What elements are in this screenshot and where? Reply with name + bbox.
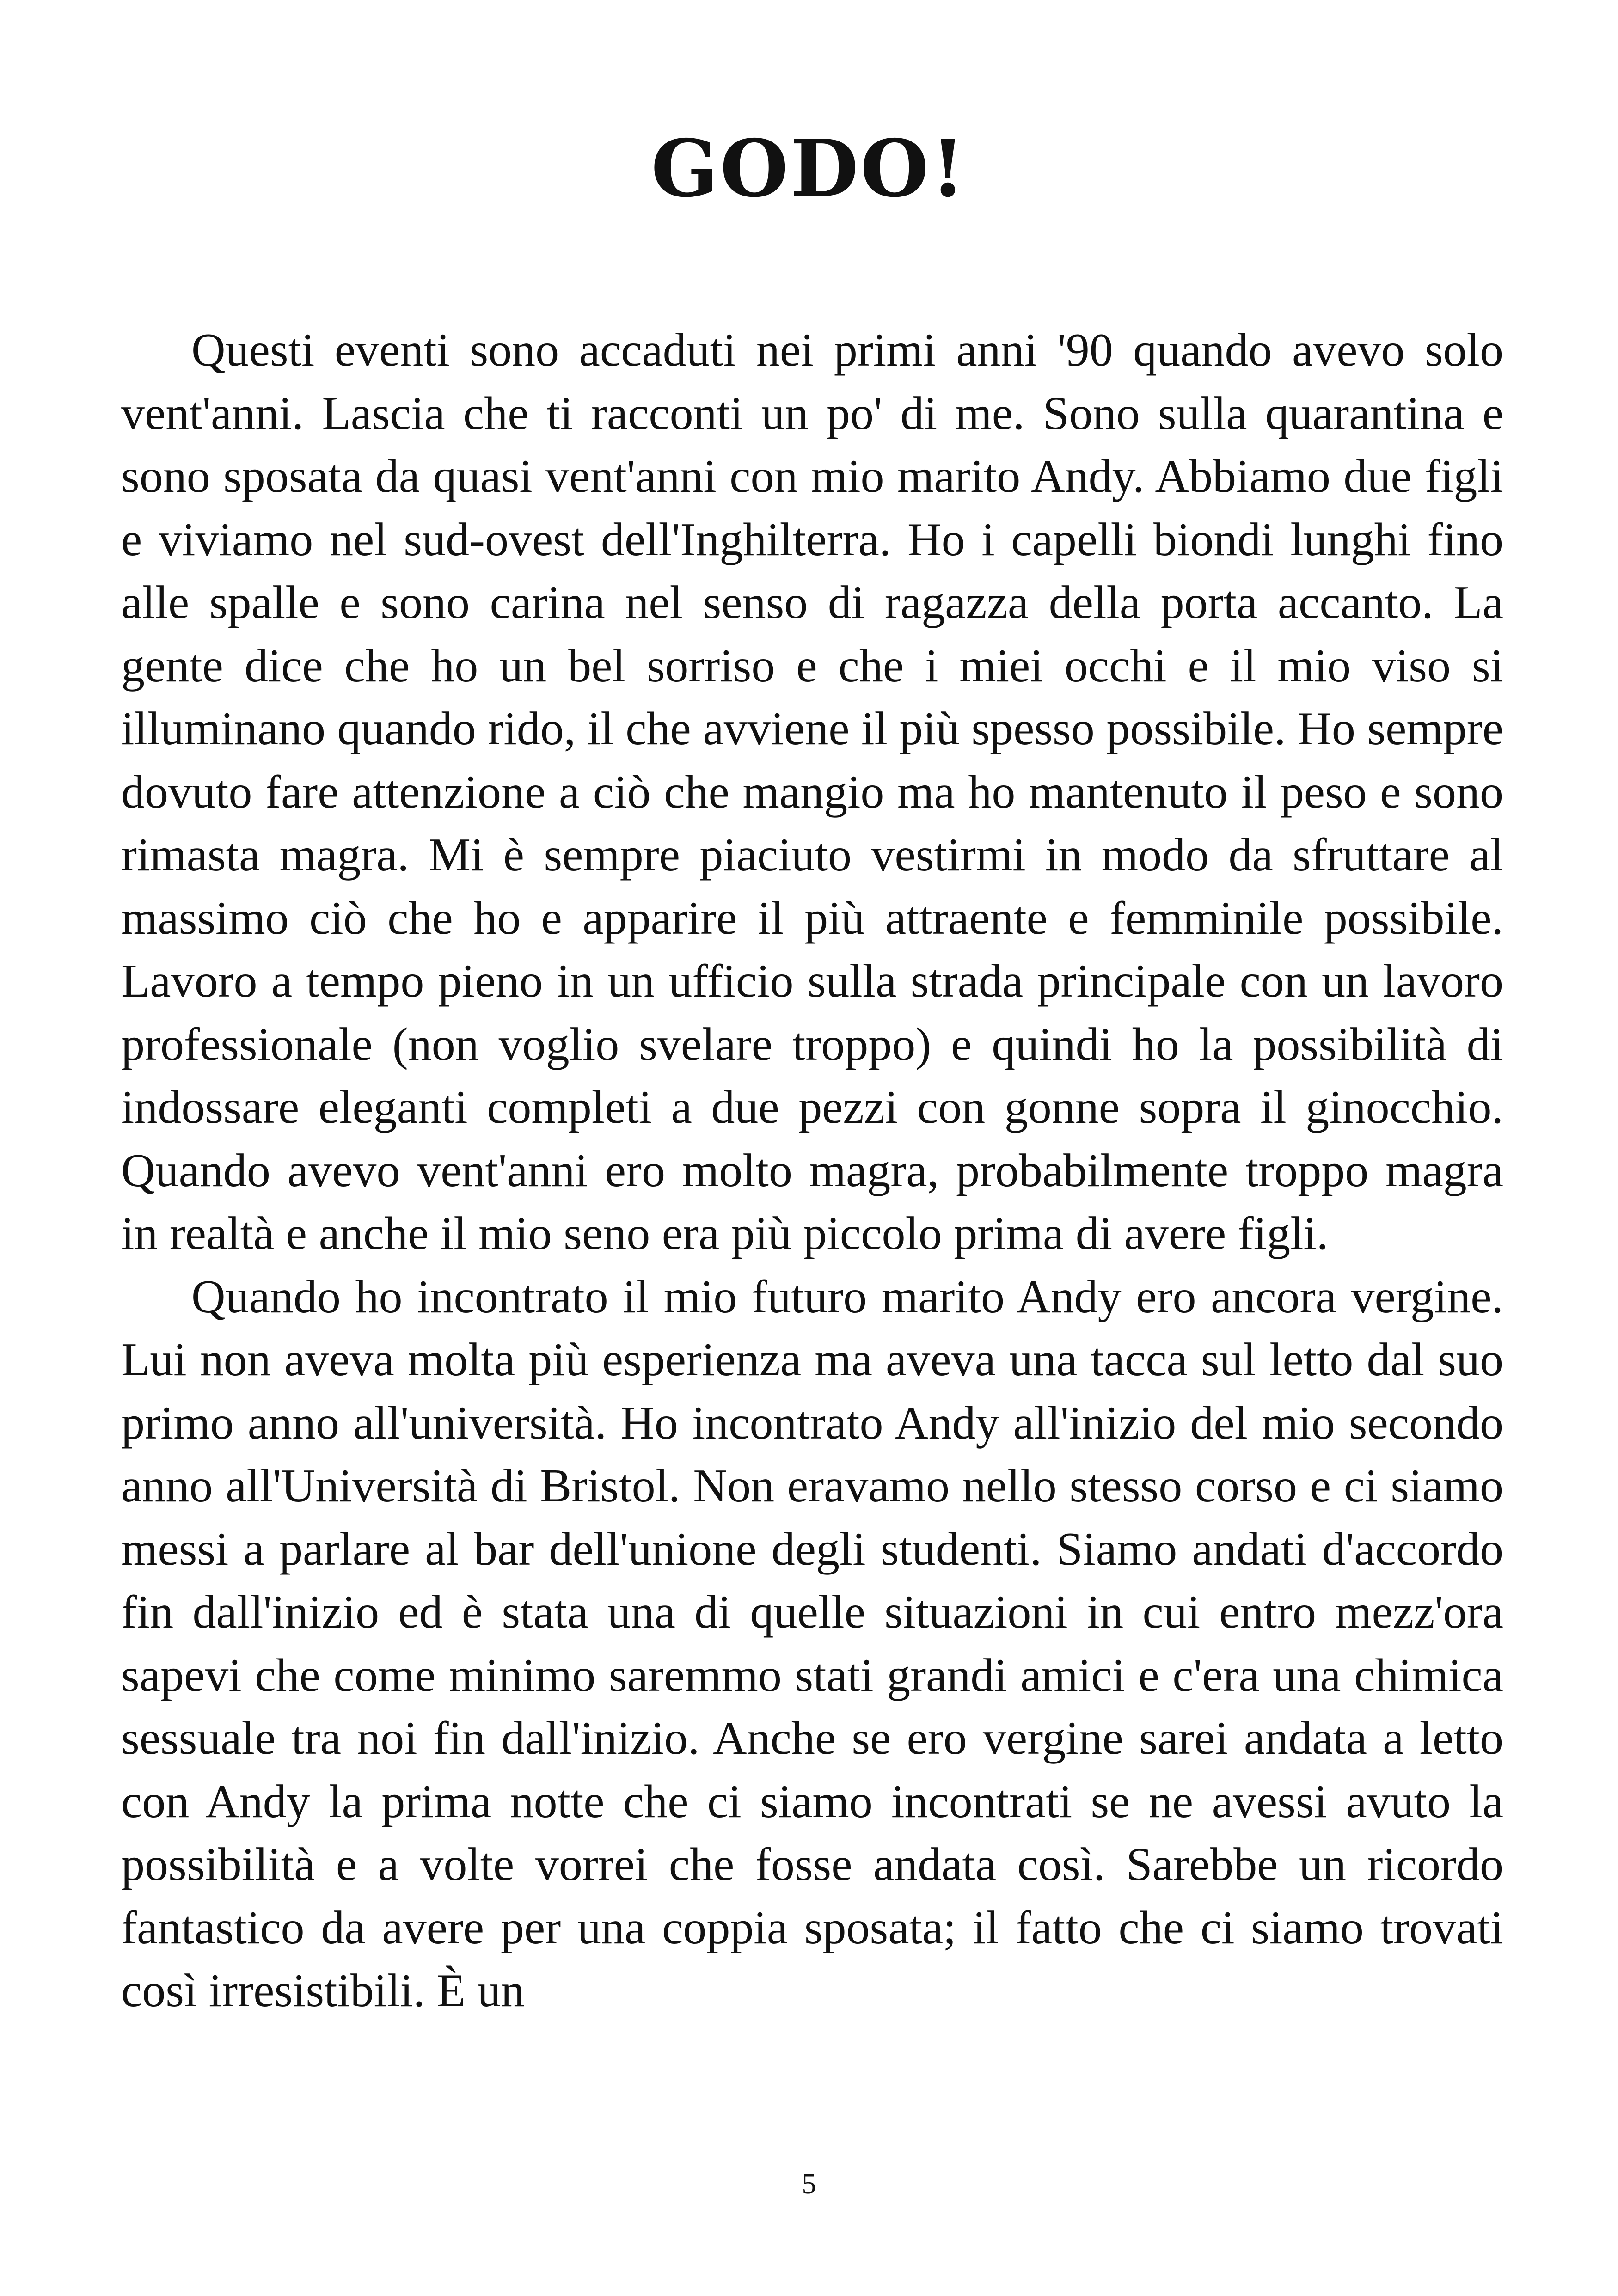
paragraph: Questi eventi sono accaduti nei primi anni '90 quando avevo solo vent'anni. Lascia che ti racconti un po' di me. Sono sulla quarantina e sono sposata da quasi vent'anni con mio marito Andy. Abbiamo due figli e viviamo nel sud-ovest dell'Inghilterra. Ho i capelli biondi lunghi fino alle spalle e sono carina nel senso di ragazza della porta accanto. La gente dice che ho un bel sorriso e che i miei occhi e il mio viso si illuminano quando rido, il che avviene il più spesso possibile. Ho sempre dovuto fare attenzione a ciò che mangio ma ho mantenuto il peso e sono rimasta magra. Mi è sempre piaciuto vestirmi in modo da sfruttare al massimo ciò che ho e apparire il più attraente e femminile possibile. Lavoro a tempo pieno in un ufficio sulla strada principale con un lavoro professionale (non voglio svelare troppo) e quindi ho la possibilità di indossare eleganti completi a due pezzi con gonne sopra il ginocchio. Quando avevo vent'anni ero molto magra, probabilmente troppo magra in realtà e anche il mio seno era più piccolo prima di avere figli. [121, 324, 1503, 1260]
chapter-title: GODO! [651, 122, 967, 215]
chapter-body [121, 319, 1503, 2023]
paragraph: Quando ho incontrato il mio futuro marito Andy ero ancora vergine. Lui non aveva molta più esperienza ma aveva una tacca sul letto dal suo primo anno all'università. Ho incontrato Andy all'inizio del mio secondo anno all'Università di Bristol. Non eravamo nello stesso corso e ci siamo messi a parlare al bar dell'unione degli studenti. Siamo andati d'accordo fin dall'inizio ed è stata una di quelle situazioni in cui entro mezz'ora sapevi che come minimo saremmo stati grandi amici e c'era una chimica sessuale tra noi fin dall'inizio. Anche se ero vergine sarei andata a letto con Andy la prima notte che ci siamo incontrati se ne avessi avuto la possibilità e a volte vorrei che fosse andata così. Sarebbe un ricordo fantastico da avere per una coppia sposata; il fatto che ci siamo trovati così irresistibili. È un [121, 1270, 1503, 2017]
page-number: 5 [802, 2168, 816, 2200]
